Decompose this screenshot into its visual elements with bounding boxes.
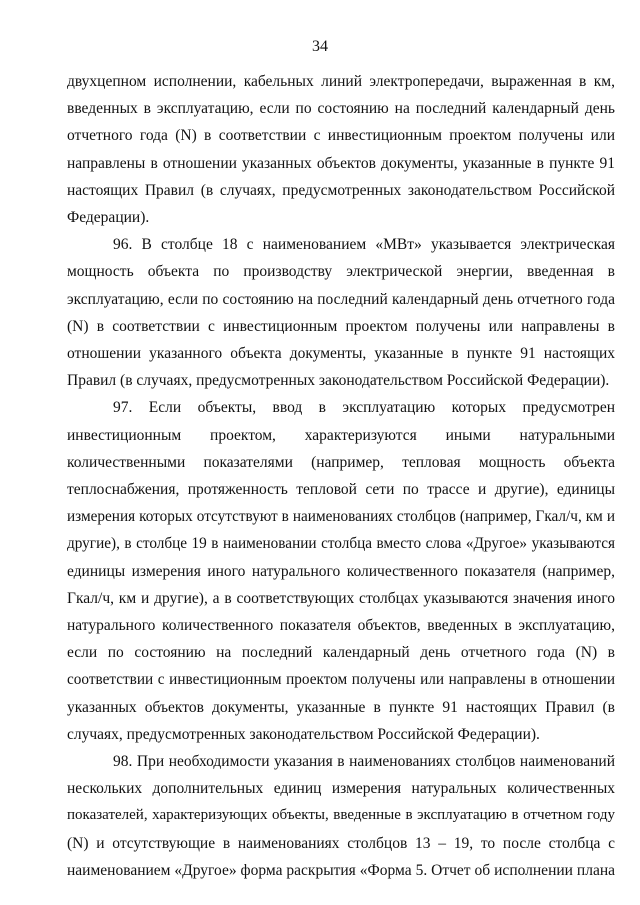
text-line: количественными показателями (например, тепловая мощность объекта — [67, 453, 615, 471]
paragraph-97 — [67, 394, 615, 748]
text-line: измерения которых отсутствуют в наименованиях столбцов (например, Гкал/ч, км и — [67, 508, 615, 526]
text-line: наименованием «Другое» форма раскрытия «Форма 5. Отчет об исполнении плана — [67, 861, 615, 879]
text-line: двухцепном исполнении, кабельных линий электропередачи, выраженная в км, — [67, 73, 615, 90]
text-line: настоящих Правил (в случаях, предусмотренных законодательством Российской — [67, 181, 615, 199]
text-line: (N) в соответствии с инвестиционным проектом получены или направлены в — [67, 317, 615, 335]
text-line: отношении указанного объекта документы, указанные в пункте 91 настоящих — [67, 345, 615, 363]
text-line: теплоснабжения, протяженность тепловой сети по трассе и другие), единицы — [67, 481, 615, 499]
text-line: Правил (в случаях, предусмотренных законодательством Российской Федерации). — [67, 372, 610, 390]
text-line: Гкал/ч, км и другие), а в соответствующих столбцах указываются значения иного — [67, 589, 615, 607]
text-line: единицы измерения иного натурального количественного показателя (например, — [67, 562, 615, 580]
text-line: соответствии с инвестиционным проектом получены или направлены в отношении — [67, 671, 615, 689]
text-line: (N) и отсутствующие в наименованиях столбцов 13 – 19, то после столбца с — [67, 834, 615, 852]
text-line: случаях, предусмотренных законодательством Российской Федерации). — [67, 725, 540, 743]
text-line: показателей, характеризующих объекты, введенные в эксплуатацию в отчетном году — [67, 807, 615, 824]
text-line: отчетного года (N) в соответствии с инвестиционным проектом получены или — [67, 127, 615, 145]
paragraph-96 — [67, 231, 615, 394]
text-line: натурального количественного показателя объектов, введенных в эксплуатацию, — [67, 617, 615, 635]
text-line: 98. При необходимости указания в наименованиях столбцов наименований — [113, 753, 615, 771]
text-line: направлены в отношении указанных объектов документы, указанные в пункте 91 — [67, 154, 615, 172]
text-line: введенных в эксплуатацию, если по состоянию на последний календарный день — [67, 100, 615, 118]
text-line: 97. Если объекты, ввод в эксплуатацию которых предусмотрен — [113, 399, 615, 417]
paragraph-continuation — [67, 68, 615, 231]
paragraph-98 — [67, 748, 615, 884]
text-line: эксплуатацию, если по состоянию на последний календарный день отчетного года — [67, 290, 615, 308]
text-line: если по состоянию на последний календарный день отчетного года (N) в — [67, 644, 615, 662]
text-line: инвестиционным проектом, характеризуются иными натуральными — [67, 426, 615, 444]
text-line: указанных объектов документы, указанные в пункте 91 настоящих Правил (в — [67, 698, 615, 716]
text-line: Федерации). — [67, 209, 150, 227]
page-number: 34 — [312, 38, 328, 55]
text-line: мощность объекта по производству электрической энергии, введенная в — [67, 263, 615, 281]
text-line: 96. В столбце 18 с наименованием «МВт» указывается электрическая — [113, 236, 615, 254]
document-body — [67, 68, 615, 884]
text-line: нескольких дополнительных единиц измерения натуральных количественных — [67, 780, 615, 798]
text-line: другие), в столбце 19 в наименовании столбца вместо слова «Другое» указываются — [67, 535, 615, 553]
